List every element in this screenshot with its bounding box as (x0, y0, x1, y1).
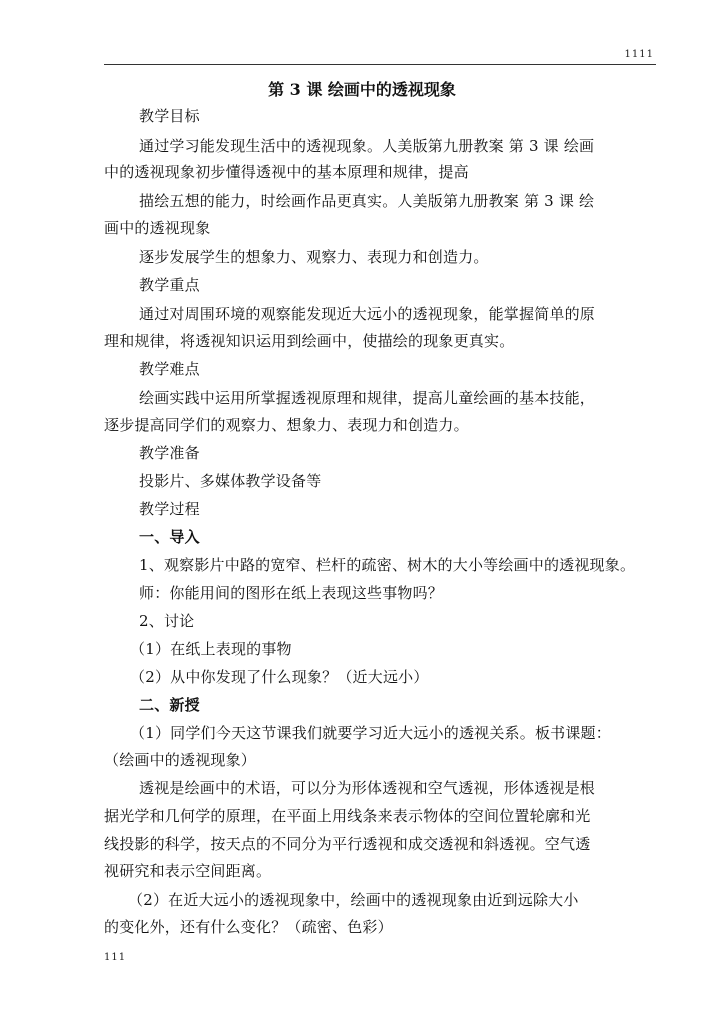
paragraph-line: 逐步提高同学们的观察力、想象力、表现力和创造力。 (104, 416, 469, 434)
section-heading-new-lesson: 二、新授 (139, 696, 200, 714)
heading-process: 教学过程 (139, 500, 200, 518)
paragraph-line: 描绘五想的能力，时绘画作品更真实。人美版第九册教案 第 3 课 绘 (139, 192, 595, 210)
paragraph-line: 投影片、多媒体教学设备等 (139, 472, 322, 490)
heading-key-points: 教学重点 (139, 276, 200, 294)
footer-page-mark: 111 (104, 952, 127, 963)
heading-teaching-goals: 教学目标 (139, 107, 200, 125)
paragraph-line: （2）从中你发现了什么现象？（近大远小） (130, 668, 429, 686)
paragraph-line: 的变化外，还有什么变化？（疏密、色彩） (104, 918, 393, 936)
paragraph-line: （绘画中的透视现象） (104, 751, 257, 769)
heading-preparation: 教学准备 (139, 444, 200, 462)
paragraph-line: 理和规律，将透视知识运用到绘画中，使描绘的现象更真实。 (104, 332, 515, 350)
paragraph-line: 线投影的科学，按天点的不同分为平行透视和成交透视和斜透视。空气透 (104, 835, 591, 853)
heading-difficulties: 教学难点 (139, 360, 200, 378)
paragraph-line: 据光学和几何学的原理，在平面上用线条来表示物体的空间位置轮廓和光 (104, 807, 591, 825)
section-heading-intro: 一、导入 (139, 528, 200, 546)
paragraph-line: （2）在近大远小的透视现象中，绘画中的透视现象由近到远除大小 (128, 891, 579, 909)
paragraph-line: 通过学习能发现生活中的透视现象。人美版第九册教案 第 3 课 绘画 (139, 137, 595, 155)
paragraph-line: 师：你能用间的图形在纸上表现这些事物吗？ (139, 584, 444, 602)
paragraph-line: 中的透视现象初步懂得透视中的基本原理和规律，提高 (104, 163, 469, 181)
paragraph-line: 画中的透视现象 (104, 219, 211, 237)
paragraph-line: 逐步发展学生的想象力、观察力、表现力和创造力。 (139, 248, 489, 266)
paragraph-line: 2、讨论 (139, 612, 195, 630)
paragraph-line: （1）同学们今天这节课我们就要学习近大远小的透视关系。板书课题： (130, 724, 611, 742)
page-title: 第 3 课 绘画中的透视现象 (268, 80, 456, 99)
paragraph-line: 透视是绘画中的术语，可以分为形体透视和空气透视，形体透视是根 (139, 779, 596, 797)
paragraph-line: 绘画实践中运用所掌握透视原理和规律，提高儿童绘画的基本技能， (139, 389, 596, 407)
paragraph-line: 1、观察影片中路的宽窄、栏杆的疏密、树木的大小等绘画中的透视现象。 (139, 556, 636, 574)
header-rule (104, 64, 656, 65)
paragraph-line: 通过对周围环境的观察能发现近大远小的透视现象，能掌握简单的原 (139, 305, 596, 323)
paragraph-line: （1）在纸上表现的事物 (130, 640, 292, 658)
paragraph-line: 视研究和表示空间距离。 (104, 862, 272, 880)
header-page-mark: 1111 (624, 49, 654, 60)
